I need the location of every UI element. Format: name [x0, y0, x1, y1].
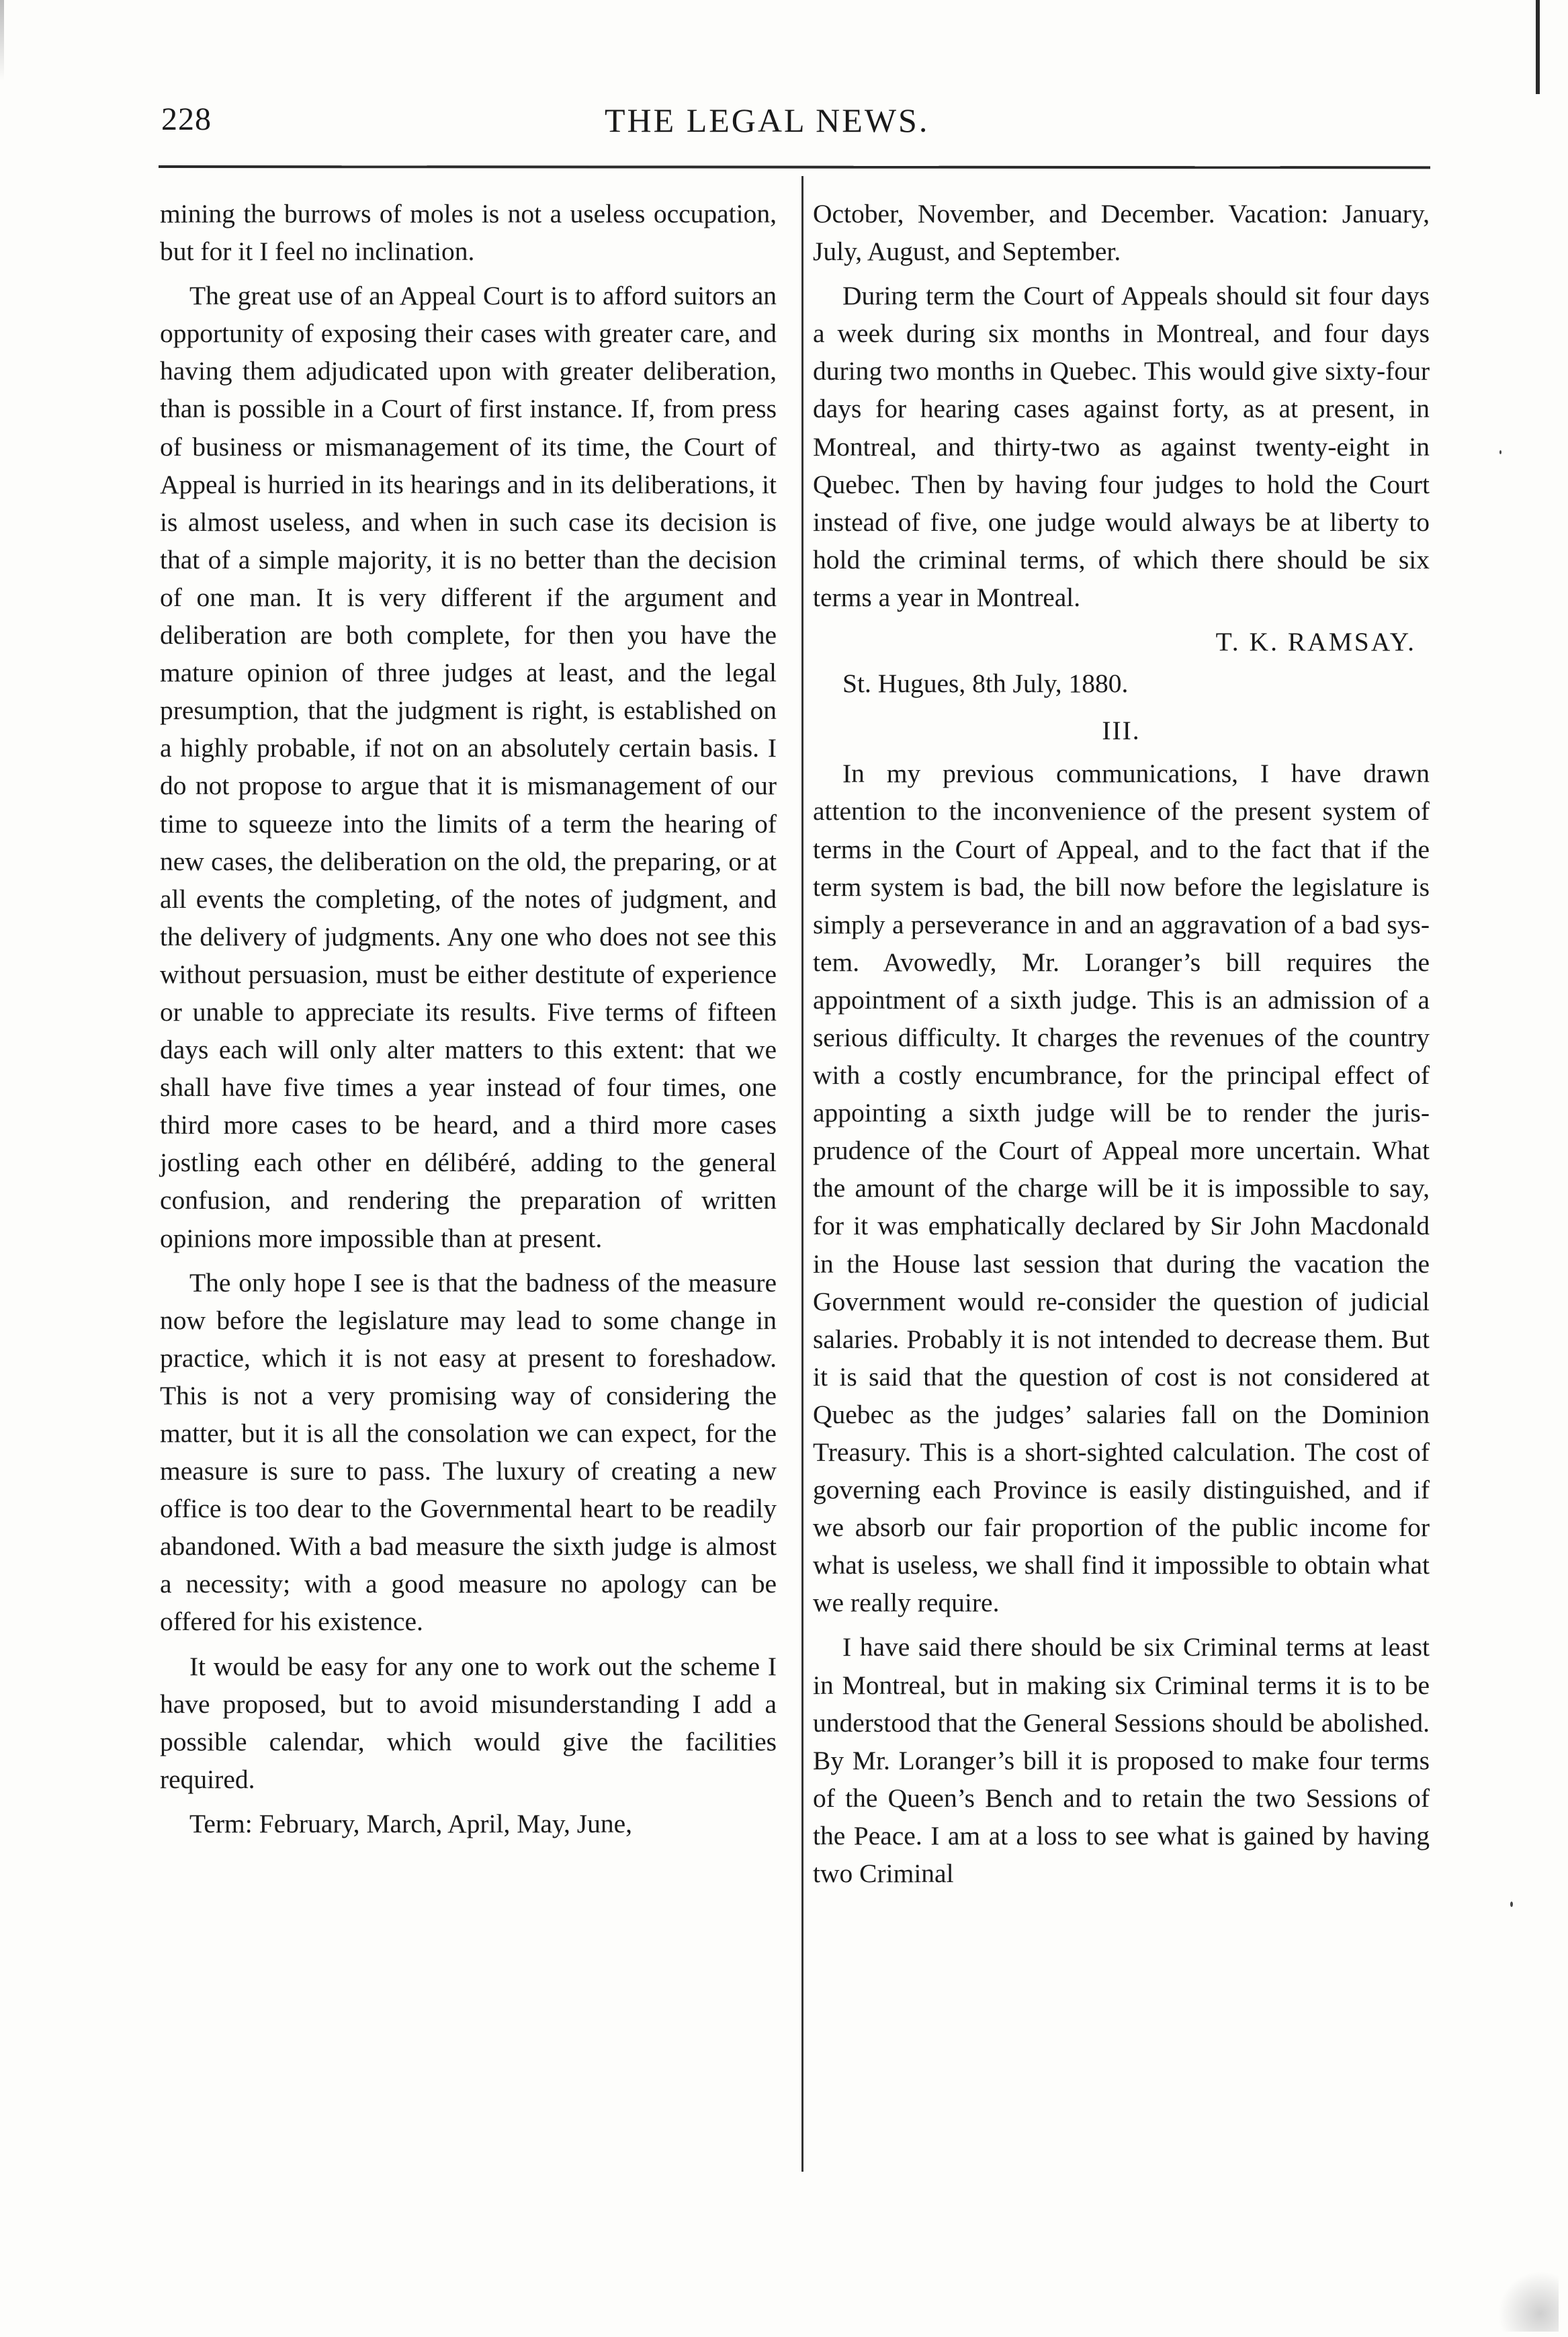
paragraph: During term the Court of Appeals should sit four days a week during six months in Montreal, and four days during two months in Quebec. This would give sixty-four days for hearing cases against forty, as at present, in Montreal, and thirty-two as against twenty-eight in Quebec. Then by having four judges to hold the Court instead of five, one judge would always be at liberty to hold the criminal terms, of which there should be six terms a year in Montreal.	[813, 281, 1430, 612]
section-heading: III.	[1102, 716, 1141, 746]
page-edge-shadow	[0, 0, 4, 81]
author-signature: T. K. RAMSAY.	[1215, 627, 1416, 657]
corner-smudge	[1498, 2271, 1559, 2332]
dateline: St. Hugues, 8th July, 1880.	[842, 669, 1129, 699]
paragraph: October, November, and December. Vacation: January, July, August, and September.	[813, 199, 1430, 267]
paragraph: Term: February, March, April, May, June,	[189, 1808, 633, 1838]
column-divider	[801, 176, 803, 2172]
left-column	[160, 195, 777, 1849]
paragraph: In my previous communications, I have drawn attention to the inconvenience of the present system of terms in the Court of Appeal, and to the fact that if the term system is bad, the bill now before the legislature is simply a perseverance in and an aggravation of a bad system. Avowedly, Mr. Loranger’s bill requires the appointment of a sixth judge. This is an admission of a serious difficulty. It charges the revenues of the country with a costly encumbrance, for the principal effect of appointing a sixth judge will be to render the jurisprudence of the Court of Appeal more uncertain. What the amount of the charge will be it is impossible to say, for it was emphatically declared by Sir John Macdonald in the House last session that during the vacation the Government would re-consider the question of judicial salaries. Probably it is not intended to decrease them. But it is said that the question of cost is not considered at Quebec as the judges’ salaries fall on the Dominion Treasury. This is a short-sighted calculation. The cost of governing each Province is easily distinguished, and if we absorb our fair proportion of the public income for what is useless, we shall find it impossible to obtain what we really require.	[813, 759, 1430, 1618]
right-column	[813, 195, 1430, 1899]
binding-edge-line	[1536, 0, 1540, 94]
paragraph: The great use of an Appeal Court is to afford suitors an opportunity of exposing their cases with greater care, and having them adjudicated upon with greater deliberation, than is possible in a Court of first instance. If, from press of business or mismanagement of its time, the Court of Appeal is hurried in its hearings and in its deliberations, it is almost useless, and when in such case its decision is that of a simple majority, it is no better than the decision of one man. It is very different if the argument and deliberation are both complete, for then you have the mature opinion of three judges at least, and the legal presumption, that the judgment is right, is established on a highly probable, if not on an absolutely certain basis. I do not propose to argue that it is mismanagement of our time to squeeze into the limits of a term the hearing of new cases, the deliberation on the old, the preparing, or at all events the completing, of the notes of judgment, and the delivery of judgments. Any one who does not see this without persuasion, must be either destitute of experience or unable to appreciate its results. Five terms of fifteen days each will only alter matters to this extent: that we shall have five times a year instead of four times, one third more cases to be heard, and a third more cases jostling each other en délibéré, adding to the general confusion, and rendering the preparation of written opinions more impossible than at present.	[160, 281, 777, 1253]
publication-title: THE LEGAL NEWS.	[605, 101, 930, 139]
paragraph: It would be easy for any one to work out the scheme I have proposed, but to avoid misunderstanding I add a possible calendar, which would give the facilities required.	[160, 1651, 777, 1794]
header-rule	[159, 165, 1430, 169]
page-number: 228	[161, 101, 212, 137]
paragraph: I have said there should be six Criminal terms at least in Montreal, but in making six Criminal terms it is to be understood that the General Sessions should be abolished. By Mr. Loranger’s bill it is proposed to make four terms of the Queen’s Bench and to retain the two Sessions of the Peace. I am at a loss to see what is gained by having two Criminal	[813, 1632, 1430, 1889]
print-speck	[1499, 450, 1501, 454]
print-speck	[1510, 1902, 1513, 1907]
paragraph: mining the burrows of moles is not a useless occupation, but for it I feel no inclination.	[160, 199, 777, 267]
paragraph: The only hope I see is that the badness of the measure now before the legislature may lead to some change in practice, which it is not easy at present to foreshadow. This is not a very promising way of considering the matter, but it is all the consolation we can expect, for the measure is sure to pass. The luxury of creating a new office is too dear to the Governmental heart to be readily abandoned. With a bad measure the sixth judge is almost a necessity; with a good measure no apology can be offered for his existence.	[160, 1267, 777, 1637]
